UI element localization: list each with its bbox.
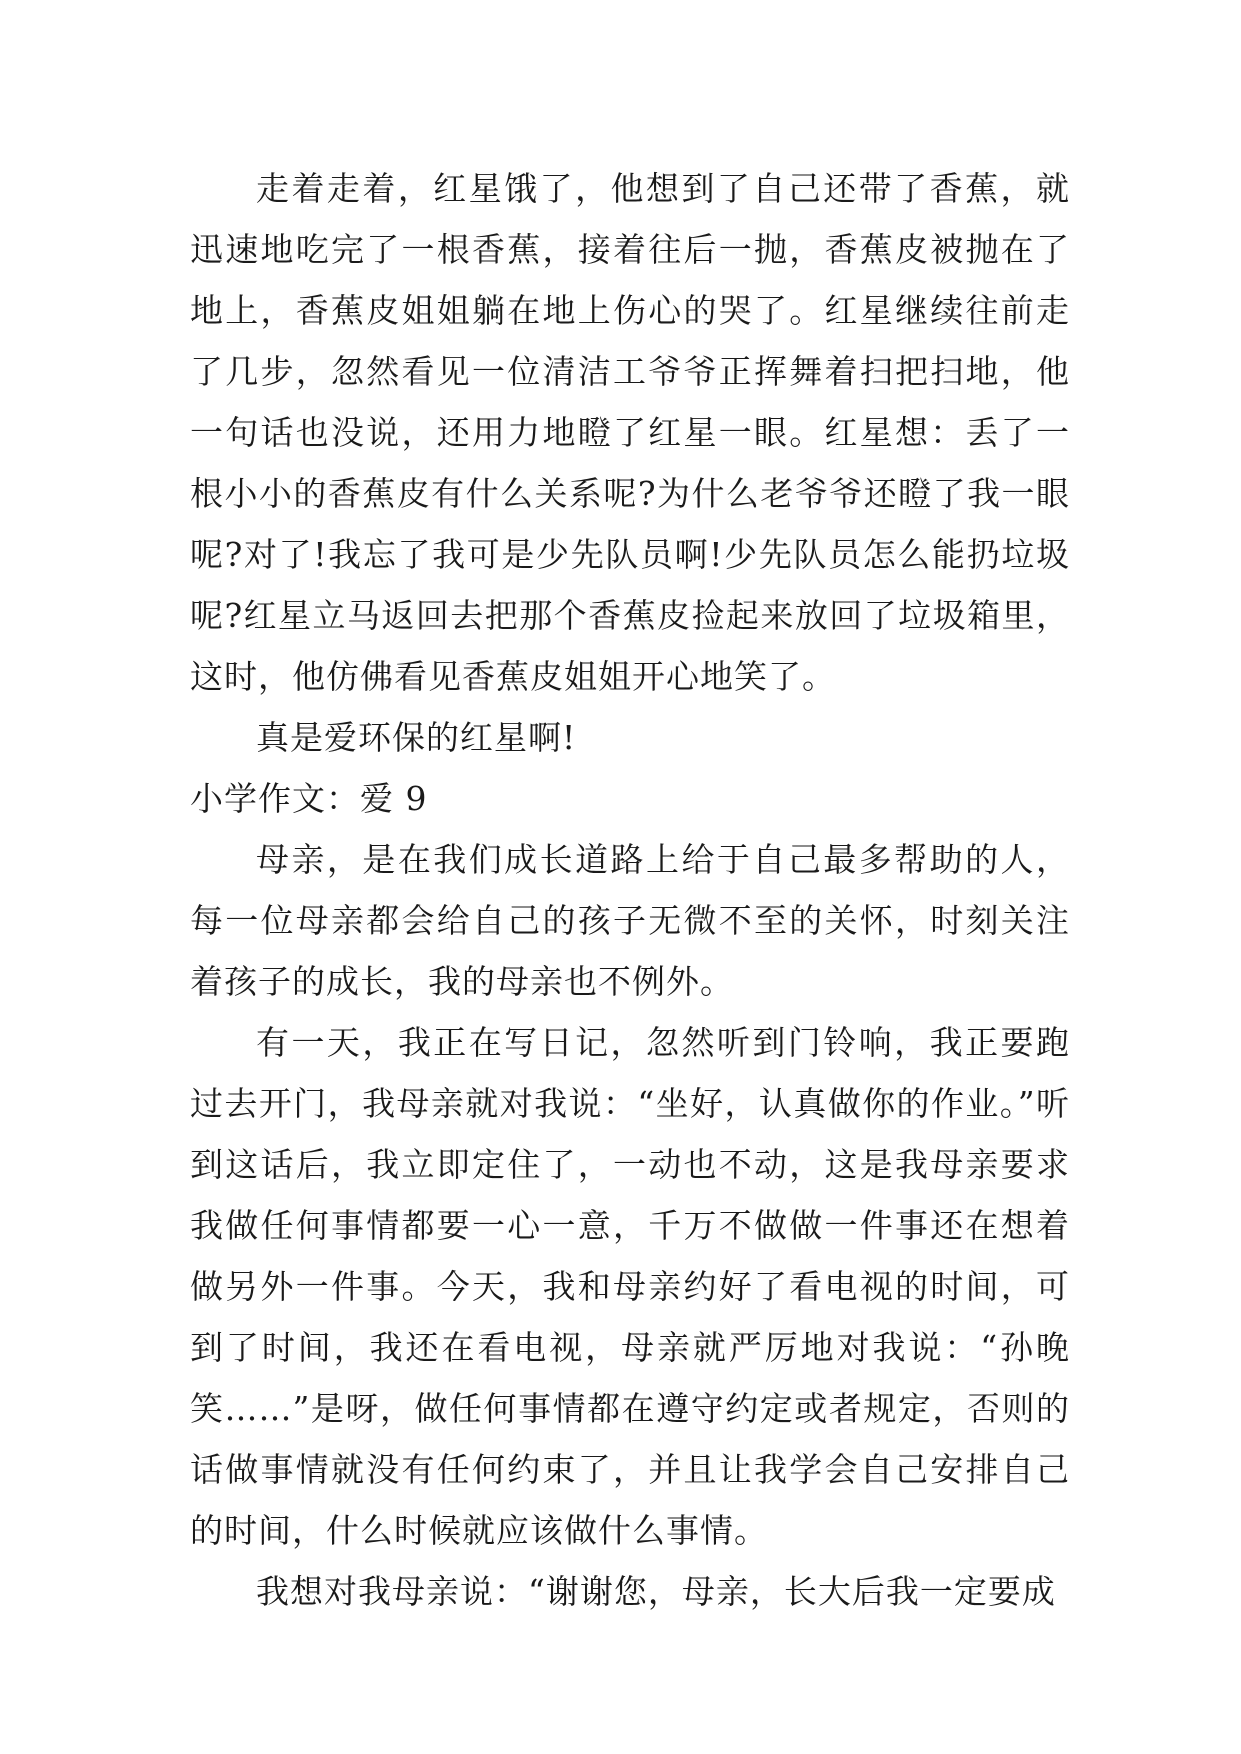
essay-paragraph-intro: 母亲，是在我们成长道路上给于自己最多帮助的人，每一位母亲都会给自己的孩子无微不至的关怀，时刻关注着孩子的成长，我的母亲也不例外。: [190, 840, 1070, 1001]
story-paragraph-banana: 走着走着，红星饿了，他想到了自己还带了香蕉，就迅速地吃完了一根香蕉，接着往后一抛，香蕉皮被抛在了地上，香蕉皮姐姐躺在地上伤心的哭了。红星继续往前走了几步，忽然看见一位清洁工爷爷正挥舞着扫把扫地，他一句话也没说，还用力地瞪了红星一眼。红星想：丢了一根小小的香蕉皮有什么关系呢?为什么老爷爷还瞪了我一眼呢?对了!我忘了我可是少先队员啊!少先队员怎么能扔垃圾呢?红星立马返回去把那个香蕉皮捡起来放回了垃圾箱里，这时，他仿佛看见香蕉皮姐姐开心地笑了。: [190, 169, 1070, 696]
essay-paragraph-thanks: 我想对我母亲说：“谢谢您，母亲，长大后我一定要成: [256, 1572, 1056, 1611]
story-paragraph-conclusion: 真是爱环保的红星啊!: [256, 718, 577, 757]
essay-paragraph-story: 有一天，我正在写日记，忽然听到门铃响，我正要跑过去开门，我母亲就对我说：“坐好，认真做你的作业。”听到这话后，我立即定住了，一动也不动，这是我母亲要求我做任何事情都要一心一意，千万不做做一件事还在想着做另外一件事。今天，我和母亲约好了看电视的时间，可到了时间，我还在看电视，母亲就严厉地对我说：“孙晚笑……”是呀，做任何事情都在遵守约定或者规定，否则的话做事情就没有任何约束了，并且让我学会自己安排自己的时间，什么时候就应该做什么事情。: [190, 1023, 1070, 1550]
document-body: [190, 158, 1070, 1622]
section-heading: 小学作文：爱 9: [190, 779, 428, 818]
